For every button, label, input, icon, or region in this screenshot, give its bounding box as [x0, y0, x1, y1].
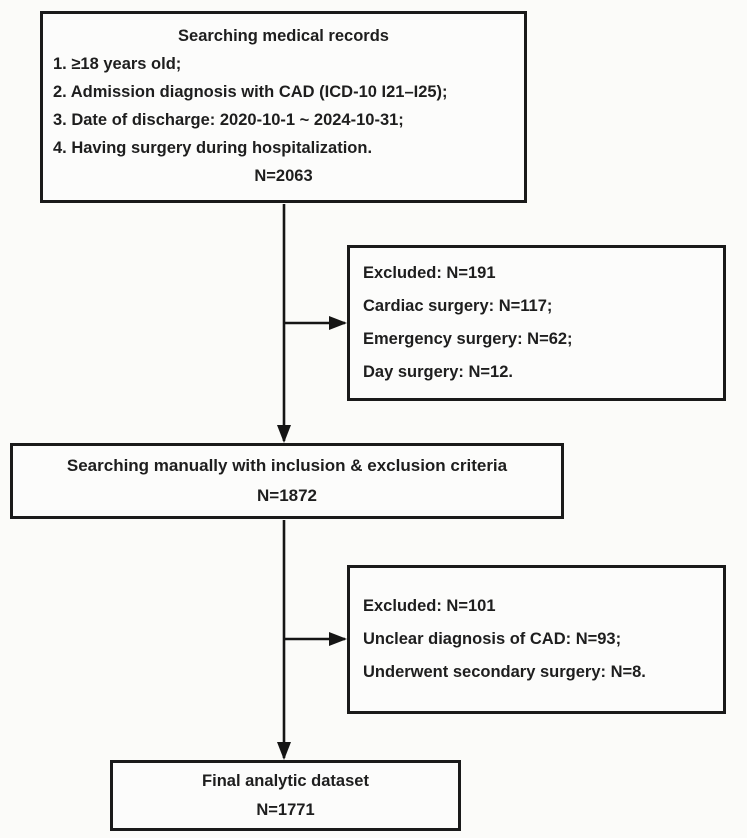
manual-search-count: N=1872	[256, 486, 318, 505]
searching-records-box	[40, 11, 527, 203]
records-criterion-age: 1. ≥18 years old;	[53, 55, 182, 73]
final-dataset-count: N=1771	[256, 800, 315, 819]
excluded-second-total: Excluded: N=101	[363, 597, 496, 615]
final-dataset-box	[110, 760, 461, 831]
excluded-second-box	[347, 565, 726, 714]
excluded-second-secondary-surgery: Underwent secondary surgery: N=8.	[363, 663, 646, 681]
excluded-second-unclear-diagnosis: Unclear diagnosis of CAD: N=93;	[363, 630, 622, 648]
records-criterion-diagnosis: 2. Admission diagnosis with CAD (ICD-10 I21–I25);	[53, 83, 448, 101]
excluded-first-cardiac: Cardiac surgery: N=117;	[363, 297, 553, 315]
excluded-first-box	[347, 245, 726, 401]
records-title: Searching medical records	[178, 27, 389, 45]
excluded-first-day: Day surgery: N=12.	[363, 363, 513, 381]
records-criterion-discharge-date: 3. Date of discharge: 2020-10-1 ~ 2024-10-31;	[53, 111, 404, 129]
manual-search-box	[10, 443, 564, 519]
final-dataset-title: Final analytic dataset	[202, 771, 369, 790]
manual-search-title: Searching manually with inclusion & exclusion criteria	[66, 456, 508, 475]
records-criterion-surgery: 4. Having surgery during hospitalization.	[53, 139, 373, 157]
excluded-first-emergency: Emergency surgery: N=62;	[363, 330, 573, 348]
excluded-first-total: Excluded: N=191	[363, 264, 496, 282]
records-count: N=2063	[254, 167, 313, 185]
